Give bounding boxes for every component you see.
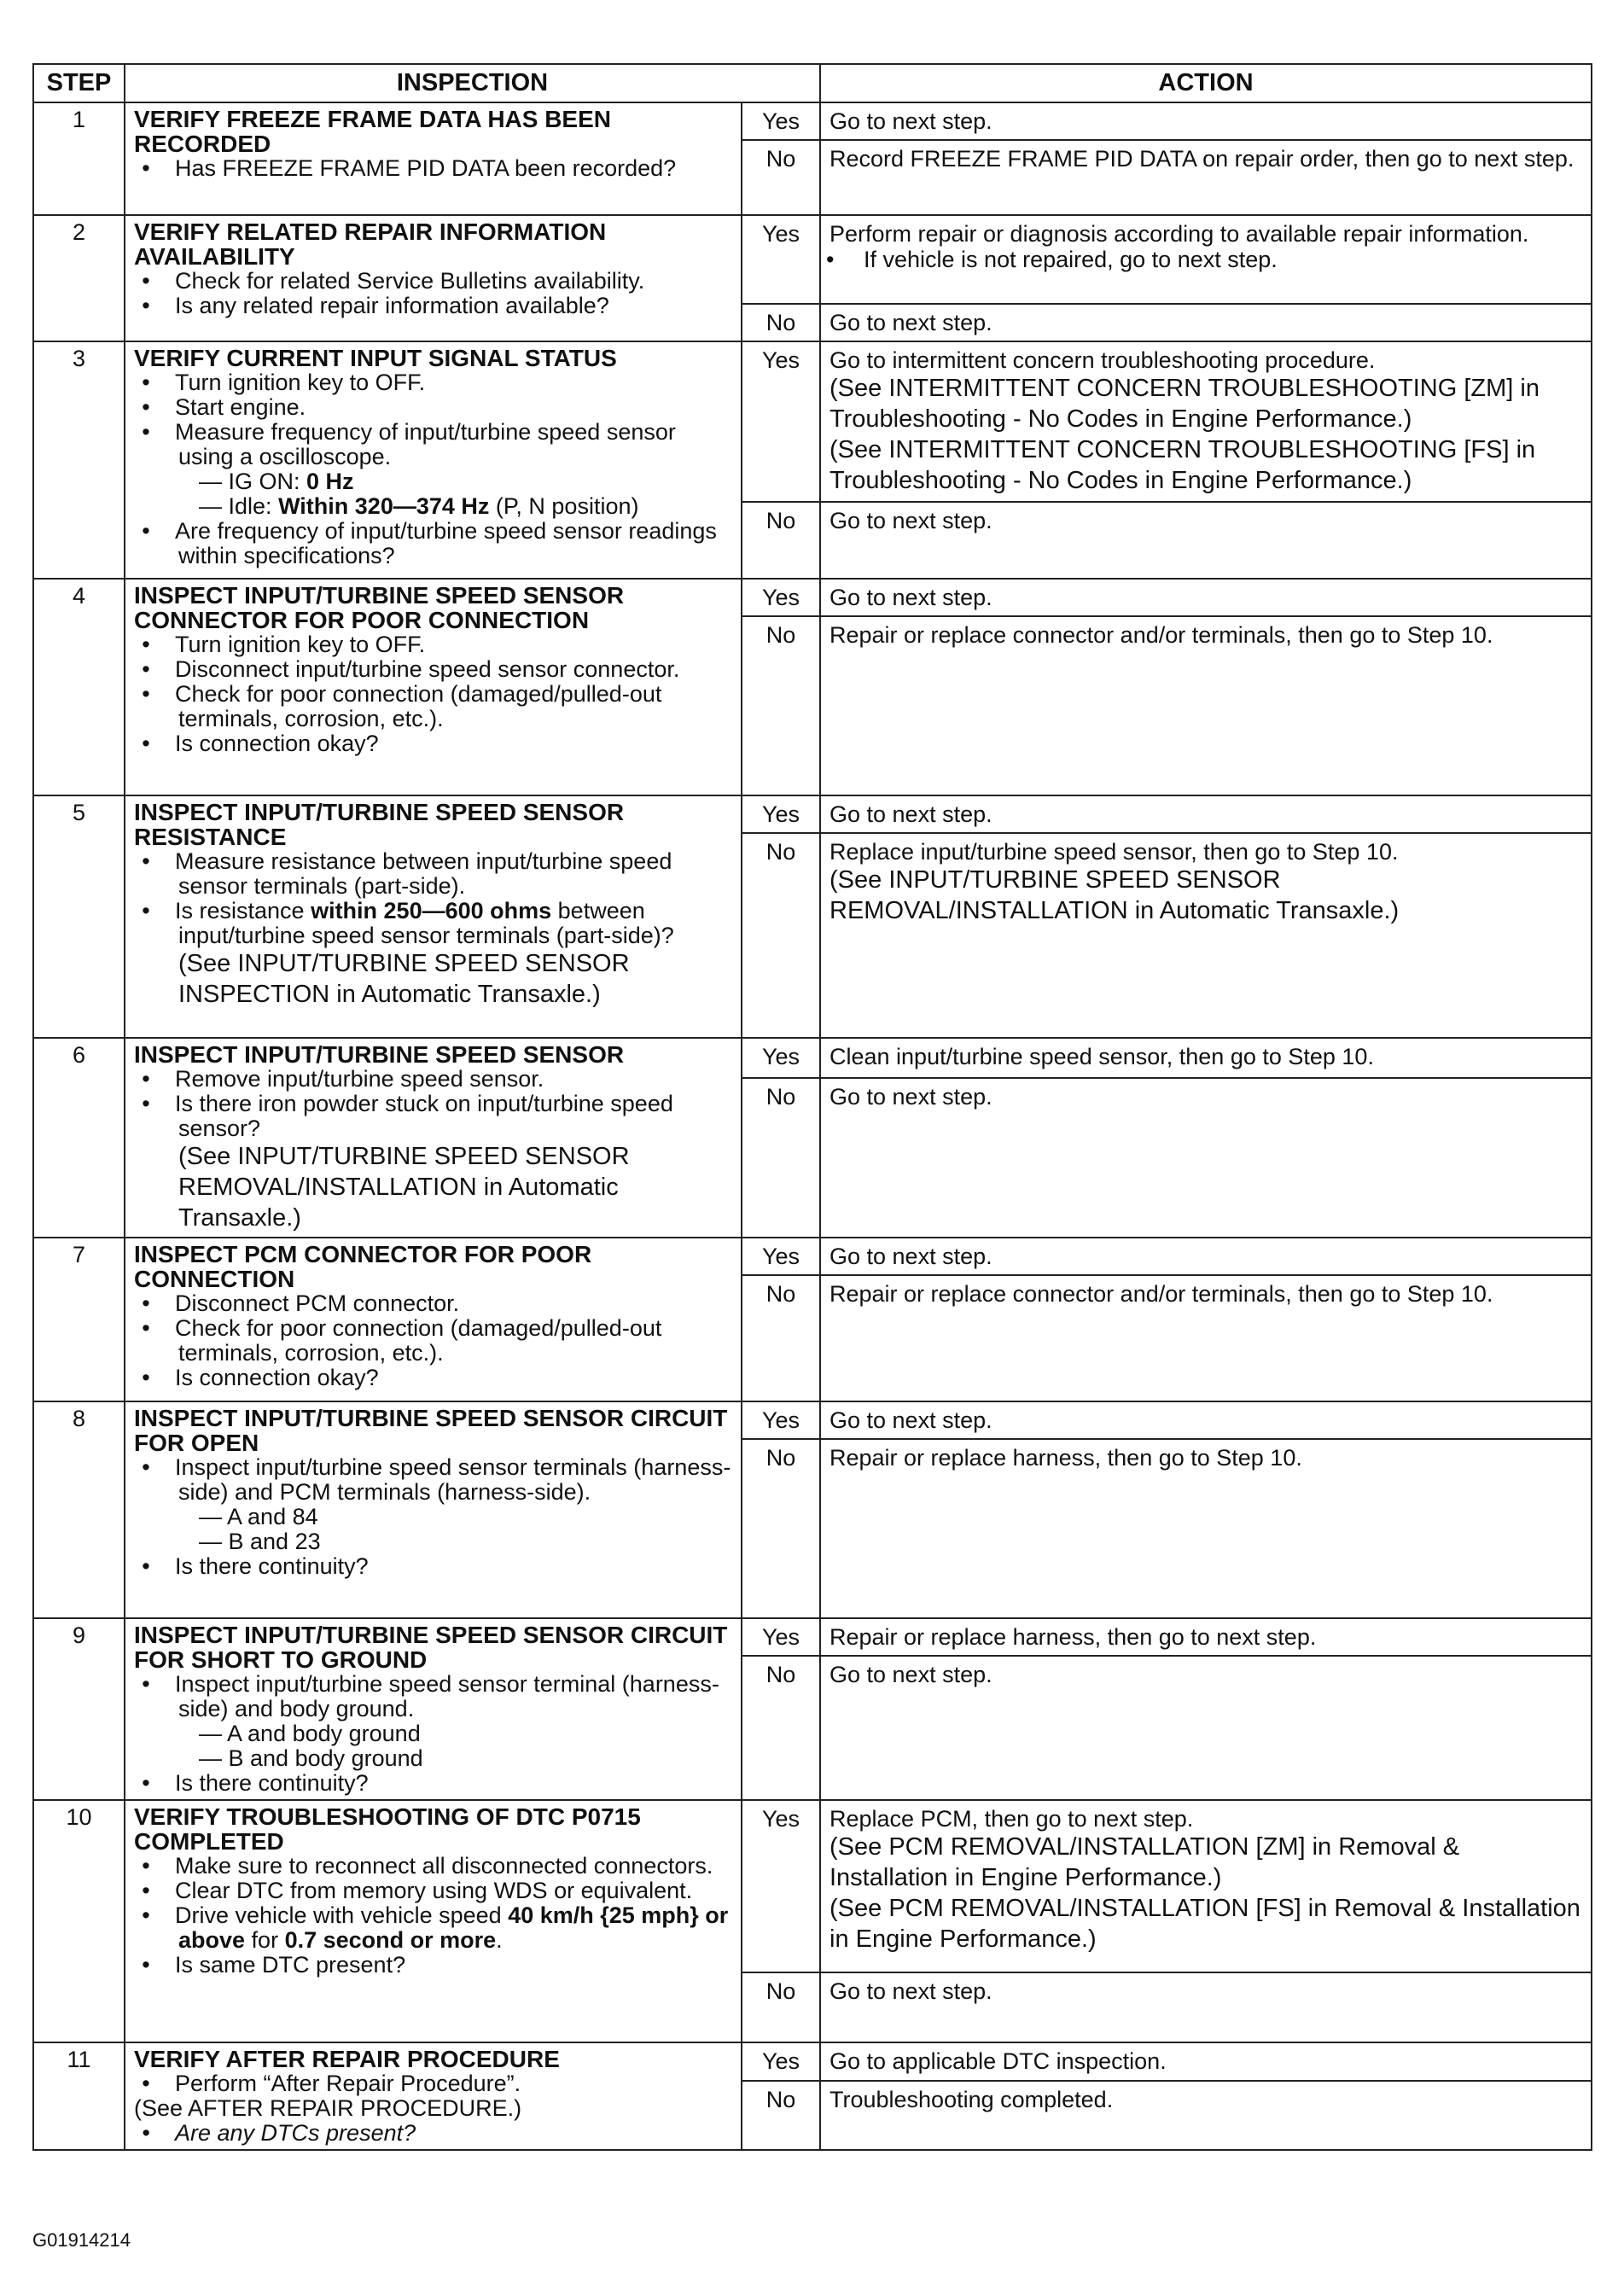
no-action	[820, 1439, 1592, 1618]
inspection-cell	[125, 341, 742, 579]
action-text: Go to next step.	[829, 1083, 992, 1110]
inspection-reference: (See INPUT/TURBINE SPEED SENSOR REMOVAL/INSTALLATION in Automatic Transaxle.)	[178, 1143, 630, 1232]
no-label: No	[742, 304, 820, 341]
step-row-yes	[33, 215, 1592, 304]
inspection-item: • Perform “After Repair Procedure”.	[134, 2071, 734, 2096]
inspection-item: • Is connection okay?	[134, 731, 734, 756]
step-number: 6	[33, 1038, 125, 1238]
step-row-yes	[33, 2042, 1592, 2081]
no-action	[820, 616, 1592, 795]
inspection-item: • Measure frequency of input/turbine speed sensor using a oscilloscope.	[134, 420, 734, 469]
no-action	[820, 1275, 1592, 1401]
no-label: No	[742, 1078, 820, 1238]
no-label: No	[742, 1972, 820, 2042]
no-label: No	[742, 2081, 820, 2150]
inspection-title: INSPECT INPUT/TURBINE SPEED SENSOR CIRCUIT FOR SHORT TO GROUND	[134, 1622, 728, 1673]
no-label: No	[742, 833, 820, 1038]
inspection-reference: (See AFTER REPAIR PROCEDURE.)	[134, 2095, 522, 2121]
inspection-title: VERIFY FREEZE FRAME DATA HAS BEEN RECORDED	[134, 106, 612, 157]
step-row-yes	[33, 1238, 1592, 1275]
no-label: No	[742, 502, 820, 579]
no-action	[820, 502, 1592, 579]
inspection-subitem: — A and 84	[199, 1504, 318, 1529]
inspection-item: • Has FREEZE FRAME PID DATA been recorded?	[134, 156, 734, 181]
step-row-yes	[33, 341, 1592, 502]
step-number: 3	[33, 341, 125, 579]
yes-action	[820, 1238, 1592, 1275]
inspection-item: • Is connection okay?	[134, 1366, 734, 1390]
inspection-subitem: — B and body ground	[199, 1745, 423, 1771]
inspection-item	[134, 899, 734, 948]
inspection-item: • Inspect input/turbine speed sensor terminal (harness-side) and body ground.	[134, 1672, 734, 1721]
yes-label: Yes	[742, 1401, 820, 1439]
inspection-title: VERIFY CURRENT INPUT SIGNAL STATUS	[134, 345, 617, 371]
subitem-text: A and 84	[227, 1504, 318, 1529]
inspection-item: • Make sure to reconnect all disconnected connectors.	[134, 1854, 734, 1879]
yes-action	[820, 1800, 1592, 1972]
yes-action	[820, 2042, 1592, 2081]
action-text: Replace input/turbine speed sensor, then go to Step 10.	[829, 839, 1399, 865]
yes-action	[820, 1618, 1592, 1656]
yes-label: Yes	[742, 1238, 820, 1275]
inspection-item: • Inspect input/turbine speed sensor terminals (harness-side) and PCM terminals (harness-side).	[134, 1455, 734, 1505]
inspection-subitem: — A and body ground	[199, 1721, 421, 1746]
step-number: 2	[33, 215, 125, 341]
yes-label: Yes	[742, 341, 820, 502]
inspection-item: • Is same DTC present?	[134, 1953, 734, 1978]
step-row-yes	[33, 579, 1592, 616]
action-text: Go to intermittent concern troubleshooting procedure.	[829, 347, 1376, 373]
yes-label: Yes	[742, 1800, 820, 1972]
inspection-cell	[125, 1401, 742, 1618]
header-row	[33, 64, 1592, 102]
yes-label: Yes	[742, 579, 820, 616]
no-label: No	[742, 1275, 820, 1401]
action-text: Go to next step.	[829, 108, 992, 134]
inspection-item: • Are frequency of input/turbine speed sensor readings within specifications?	[134, 519, 734, 568]
inspection-title: INSPECT PCM CONNECTOR FOR POOR CONNECTION	[134, 1241, 592, 1292]
inspection-reference: (See INPUT/TURBINE SPEED SENSOR INSPECTION in Automatic Transaxle.)	[178, 950, 630, 1008]
action-text: Record FREEZE FRAME PID DATA on repair order, then go to next step.	[829, 146, 1575, 172]
inspection-subitem: — Idle: Within 320—374 Hz (P, N position)	[199, 493, 639, 519]
item-text: between input/turbine speed sensor terminals (part-side)?	[178, 898, 674, 948]
inspection-item: • Remove input/turbine speed sensor.	[134, 1067, 734, 1092]
step-number: 8	[33, 1401, 125, 1618]
step-number: 11	[33, 2042, 125, 2150]
yes-action	[820, 1401, 1592, 1439]
inspection-item: • Disconnect PCM connector.	[134, 1291, 734, 1316]
inspection-subitem: — B and 23	[199, 1529, 321, 1554]
inspection-item: • Is there iron powder stuck on input/turbine speed sensor?	[134, 1092, 734, 1141]
action-text: Go to next step.	[829, 1407, 992, 1433]
subitem-value: Within 320—374 Hz	[278, 493, 490, 519]
action-text: Repair or replace connector and/or terminals, then go to Step 10.	[829, 622, 1493, 648]
action-text: Perform repair or diagnosis according to available repair information.	[829, 221, 1529, 247]
inspection-item: • Turn ignition key to OFF.	[134, 632, 734, 657]
subitem-value: 0 Hz	[306, 469, 354, 494]
item-text: Drive vehicle with vehicle speed	[175, 1902, 509, 1928]
inspection-cell	[125, 795, 742, 1038]
step-number: 4	[33, 579, 125, 795]
action-text: Go to next step.	[829, 508, 992, 533]
inspection-item: • Are any DTCs present?	[134, 2121, 734, 2146]
inspection-item: • Is there continuity?	[134, 1554, 734, 1579]
inspection-cell	[125, 215, 742, 341]
yes-action	[820, 215, 1592, 304]
inspection-cell	[125, 102, 742, 215]
action-text: Go to next step.	[829, 585, 992, 610]
inspection-cell	[125, 2042, 742, 2150]
action-text: Go to next step.	[829, 801, 992, 827]
step-number: 1	[33, 102, 125, 215]
no-action	[820, 304, 1592, 341]
action-text: Go to next step.	[829, 1244, 992, 1269]
action-text: Go to next step.	[829, 1662, 992, 1688]
action-reference: (See INTERMITTENT CONCERN TROUBLESHOOTING [ZM] in Troubleshooting - No Codes in Engine Performance.)	[829, 375, 1540, 433]
inspection-cell	[125, 1618, 742, 1800]
inspection-title: INSPECT INPUT/TURBINE SPEED SENSOR CIRCUIT FOR OPEN	[134, 1405, 728, 1456]
no-label: No	[742, 140, 820, 215]
action-text: Repair or replace harness, then go to next step.	[829, 1624, 1317, 1650]
header-inspection: INSPECTION	[125, 64, 820, 102]
step-row-yes	[33, 795, 1592, 833]
no-action	[820, 1972, 1592, 2042]
item-text: .	[496, 1927, 503, 1953]
yes-action	[820, 579, 1592, 616]
step-number: 5	[33, 795, 125, 1038]
no-label: No	[742, 616, 820, 795]
action-reference: (See INPUT/TURBINE SPEED SENSOR REMOVAL/INSTALLATION in Automatic Transaxle.)	[829, 866, 1400, 924]
step-number: 7	[33, 1238, 125, 1401]
inspection-title: INSPECT INPUT/TURBINE SPEED SENSOR RESISTANCE	[134, 799, 625, 850]
inspection-subitem: — IG ON: 0 Hz	[199, 469, 354, 494]
inspection-item: • Turn ignition key to OFF.	[134, 370, 734, 395]
header-step: STEP	[33, 64, 125, 102]
inspection-item: • Is there continuity?	[134, 1771, 734, 1796]
yes-label: Yes	[742, 2042, 820, 2081]
item-spec: 40 km/h {25 mph} or above	[178, 1902, 729, 1953]
yes-label: Yes	[742, 1618, 820, 1656]
yes-label: Yes	[742, 215, 820, 304]
no-action	[820, 1078, 1592, 1238]
yes-action	[820, 795, 1592, 833]
action-text: Replace PCM, then go to next step.	[829, 1806, 1194, 1832]
subitem-text: A and body ground	[227, 1721, 421, 1746]
inspection-cell	[125, 1038, 742, 1238]
action-text: Go to next step.	[829, 1978, 992, 2004]
inspection-item: • Start engine.	[134, 395, 734, 420]
no-action	[820, 833, 1592, 1038]
step-number: 9	[33, 1618, 125, 1800]
item-spec: 0.7 second or more	[284, 1927, 497, 1953]
figure-id: G01914214	[32, 2229, 131, 2251]
header-action: ACTION	[820, 64, 1592, 102]
subitem-label: Idle:	[228, 493, 279, 519]
action-text: Go to applicable DTC inspection.	[829, 2048, 1167, 2074]
inspection-title: VERIFY TROUBLESHOOTING OF DTC P0715 COMPLETED	[134, 1803, 641, 1855]
item-text: for	[245, 1927, 285, 1953]
subitem-text: B and body ground	[228, 1745, 423, 1771]
inspection-item: • Clear DTC from memory using WDS or equivalent.	[134, 1879, 734, 1903]
inspection-title: VERIFY RELATED REPAIR INFORMATION AVAILABILITY	[134, 218, 607, 270]
inspection-cell	[125, 1238, 742, 1401]
step-row-yes	[33, 1618, 1592, 1656]
inspection-title: VERIFY AFTER REPAIR PROCEDURE	[134, 2046, 560, 2072]
yes-action	[820, 102, 1592, 140]
inspection-item: • Is any related repair information available?	[134, 294, 734, 318]
step-row-yes	[33, 1401, 1592, 1439]
yes-label: Yes	[742, 1038, 820, 1078]
no-label: No	[742, 1439, 820, 1618]
inspection-item: • Check for poor connection (damaged/pulled-out terminals, corrosion, etc.).	[134, 682, 734, 731]
inspection-item: • Measure resistance between input/turbine speed sensor terminals (part-side).	[134, 849, 734, 899]
diagnostic-procedure-table	[32, 63, 1592, 2151]
no-label: No	[742, 1656, 820, 1800]
action-text: Clean input/turbine speed sensor, then go to Step 10.	[829, 1044, 1374, 1069]
no-action	[820, 1656, 1592, 1800]
action-text: Repair or replace connector and/or terminals, then go to Step 10.	[829, 1281, 1493, 1307]
inspection-item: • Check for related Service Bulletins availability.	[134, 269, 734, 294]
action-reference: (See PCM REMOVAL/INSTALLATION [FS] in Removal & Installation in Engine Performance.)	[829, 1895, 1580, 1953]
inspection-item: • Check for poor connection (damaged/pulled-out terminals, corrosion, etc.).	[134, 1316, 734, 1366]
item-text: Is resistance	[175, 898, 311, 923]
action-reference: (See PCM REMOVAL/INSTALLATION [ZM] in Removal & Installation in Engine Performance.)	[829, 1833, 1460, 1891]
subitem-suffix: (P, N position)	[489, 493, 639, 519]
step-row-yes	[33, 1038, 1592, 1078]
action-text: Go to next step.	[829, 310, 992, 335]
step-number: 10	[33, 1800, 125, 2042]
no-action	[820, 2081, 1592, 2150]
inspection-item	[134, 1903, 734, 1953]
subitem-label: IG ON:	[228, 469, 307, 494]
action-bullet: • If vehicle is not repaired, go to next step.	[829, 247, 1584, 272]
action-text: Repair or replace harness, then go to Step 10.	[829, 1445, 1302, 1471]
action-reference: (See INTERMITTENT CONCERN TROUBLESHOOTING [FS] in Troubleshooting - No Codes in Engine Performance.)	[829, 436, 1536, 494]
inspection-cell	[125, 1800, 742, 2042]
yes-label: Yes	[742, 795, 820, 833]
yes-action	[820, 341, 1592, 502]
inspection-title: INSPECT INPUT/TURBINE SPEED SENSOR	[134, 1041, 625, 1068]
no-action	[820, 140, 1592, 215]
action-text: Troubleshooting completed.	[829, 2086, 1114, 2112]
yes-label: Yes	[742, 102, 820, 140]
inspection-title: INSPECT INPUT/TURBINE SPEED SENSOR CONNECTOR FOR POOR CONNECTION	[134, 582, 625, 633]
subitem-text: B and 23	[228, 1529, 321, 1554]
step-row-yes	[33, 1800, 1592, 1972]
inspection-cell	[125, 579, 742, 795]
item-spec: within 250—600 ohms	[311, 898, 552, 923]
step-row-yes	[33, 102, 1592, 140]
inspection-item: • Disconnect input/turbine speed sensor connector.	[134, 657, 734, 682]
yes-action	[820, 1038, 1592, 1078]
